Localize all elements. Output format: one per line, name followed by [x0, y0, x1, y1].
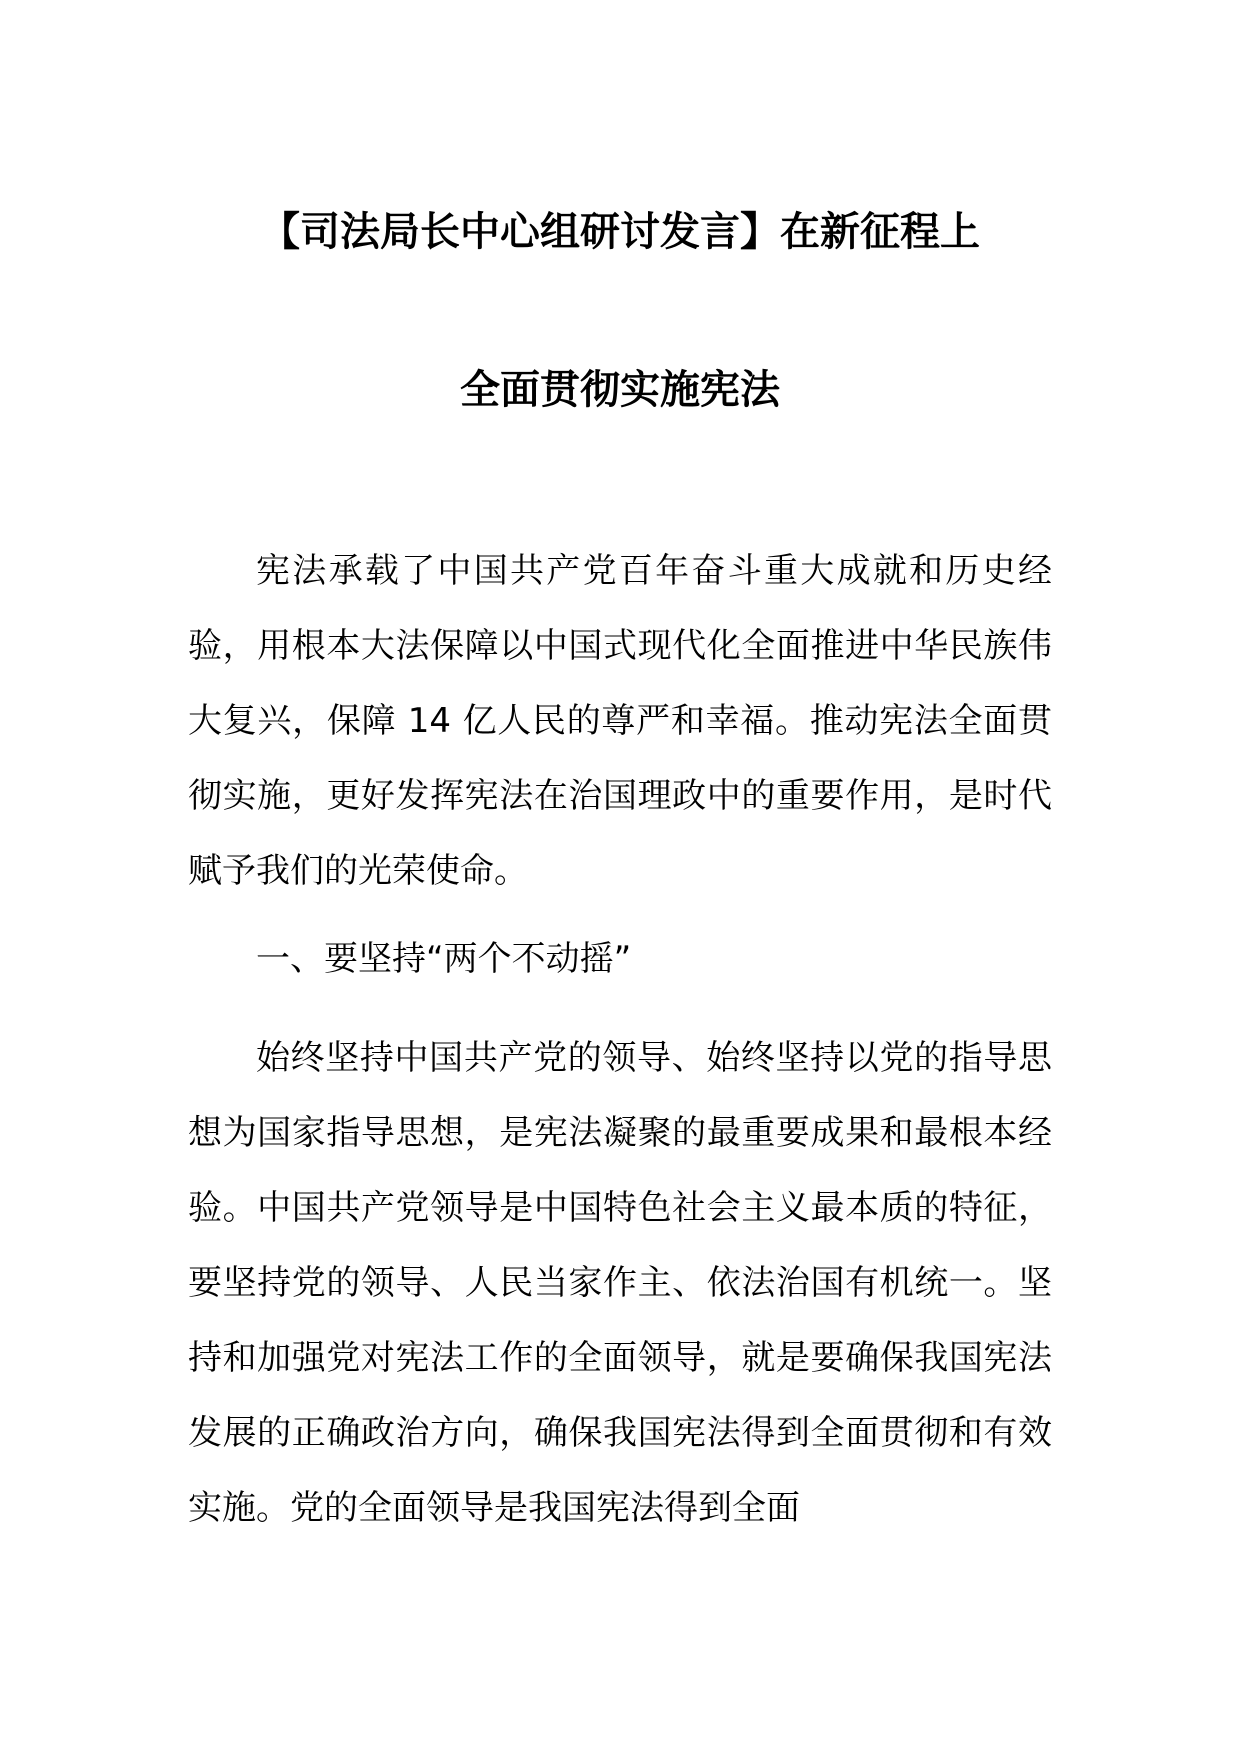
paragraph-intro-block	[188, 534, 1052, 909]
document-title-line-2: 全面贯彻实施宪法	[460, 367, 780, 413]
document-title-line-1: 【司法局长中心组研讨发言】在新征程上	[260, 209, 980, 255]
section-heading-1: 一、要坚持“两个不动摇”	[256, 939, 632, 979]
paragraph-section1-block	[188, 1021, 1052, 1546]
section-heading-block	[188, 922, 1052, 997]
paragraph-intro: 宪法承载了中国共产党百年奋斗重大成就和历史经验，用根本大法保障以中国式现代化全面推进中华民族伟大复兴，保障 14 亿人民的尊严和幸福。推动宪法全面贯彻实施，更好发挥宪法在治国理政中的重要作用，是时代赋予我们的光荣使命。	[188, 551, 1052, 891]
paragraph-section1: 始终坚持中国共产党的领导、始终坚持以党的指导思想为国家指导思想，是宪法凝聚的最重要成果和最根本经验。中国共产党领导是中国特色社会主义最本质的特征，要坚持党的领导、人民当家作主、依法治国有机统一。坚持和加强党对宪法工作的全面领导，就是要确保我国宪法发展的正确政治方向，确保我国宪法得到全面贯彻和有效实施。党的全面领导是我国宪法得到全面	[188, 1038, 1052, 1528]
